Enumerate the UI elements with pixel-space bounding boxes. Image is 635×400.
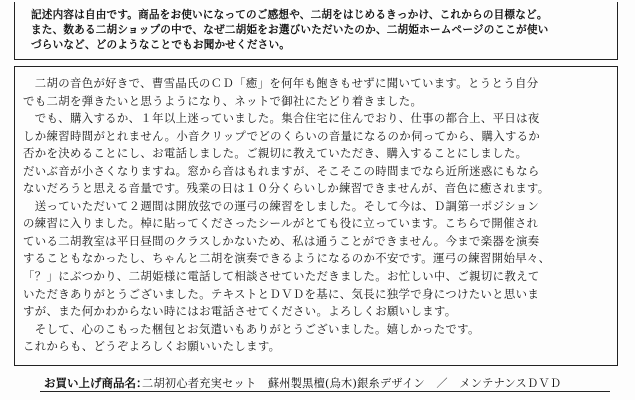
instruction-line-2: また、数ある二胡ショップの中で、なぜ二胡姫をお選びいただいたのか、二胡姫ホームページのここが使い [31, 24, 549, 36]
letter-line: ないだろうと思える音量です。残業の日は１０分くらいしか練習できませんが、音色に癒されます。 [23, 181, 550, 196]
letter-line: これからも、どうぞよろしくお願いいたします。 [23, 339, 281, 354]
letter-line: 二胡の音色が好きで、曹雪晶氏のＣＤ「癒」を何年も飽きもせずに聞いています。とうとう自分 [23, 76, 539, 90]
purchased-product-name: 二胡初心者充実セット 蘇州製黒檀(烏木)銀糸デザイン ／ メンテナンスＤＶＤ [142, 377, 562, 390]
letter-line: でも、購入するか、１年以上迷っていました。集合住宅に住んでおり、仕事の都合上、平日は夜 [23, 111, 540, 126]
letter-line: 「？」にぶつかり、二胡姫様に電話して相談させていただきました。お忙しい中、ご親切に教えて [23, 269, 540, 284]
letter-line: いただきありがとうございました。テキストとＤＶＤを基に、気長に独学で身につけたいと思いま [23, 286, 540, 301]
purchased-product-row [0, 372, 635, 394]
letter-line: すが、また何かわからない時にはお電話させてください。よろしくお願いします。 [23, 304, 457, 319]
letter-line: ている二胡教室は平日昼間のクラスしかないため、私は通うことができません。今まで楽器を演奏 [23, 233, 540, 248]
letter-line: しか練習時間がとれません。小音クリップでどのくらいの音量になるのか伺ってから、購入するか [23, 128, 541, 143]
letter-line: でも二胡を弾きたいと思うようになり、ネットで御社にたどり着きました。 [23, 93, 423, 108]
purchase-underline-divider [40, 391, 610, 392]
handwritten-letter-box [14, 66, 618, 366]
letter-line: することもなかったし、ちゃんと二胡を演奏できるようになるのか不安です。運弓の練習開始早々、 [23, 251, 551, 266]
letter-line: だいぶ音が小さくなりますね。窓から音はもれますが、そこそこの時間までなら近所迷惑にもなら [23, 163, 540, 178]
purchased-product-label: お買い上げ商品名： [44, 376, 148, 390]
instruction-line-3: づらいなど、どのようなことでもお聞かせください。 [31, 39, 291, 51]
letter-line: そして、心のこもった梱包とお気遣いもありがとうございました。嬉しかったです。 [23, 321, 480, 336]
letter-line: 送っていただいて２週間は開放弦での運弓の練習をしました。そして今は、Ｄ調第一ポジション [23, 198, 540, 213]
instruction-line-1: 記述内容は自由です。商品をお使いになってのご感想や、二胡をはじめるきっかけ、これからの目標など。 [31, 9, 548, 21]
instruction-box [14, 2, 618, 60]
letter-line: の練習に入りました。棹に貼ってくださったシールがとても役に立っています。こちらで開催され [23, 216, 539, 231]
letter-line: 否かを決めることにし、お電話しました。ご親切に教えていただき、購入することにしました。 [23, 146, 528, 161]
